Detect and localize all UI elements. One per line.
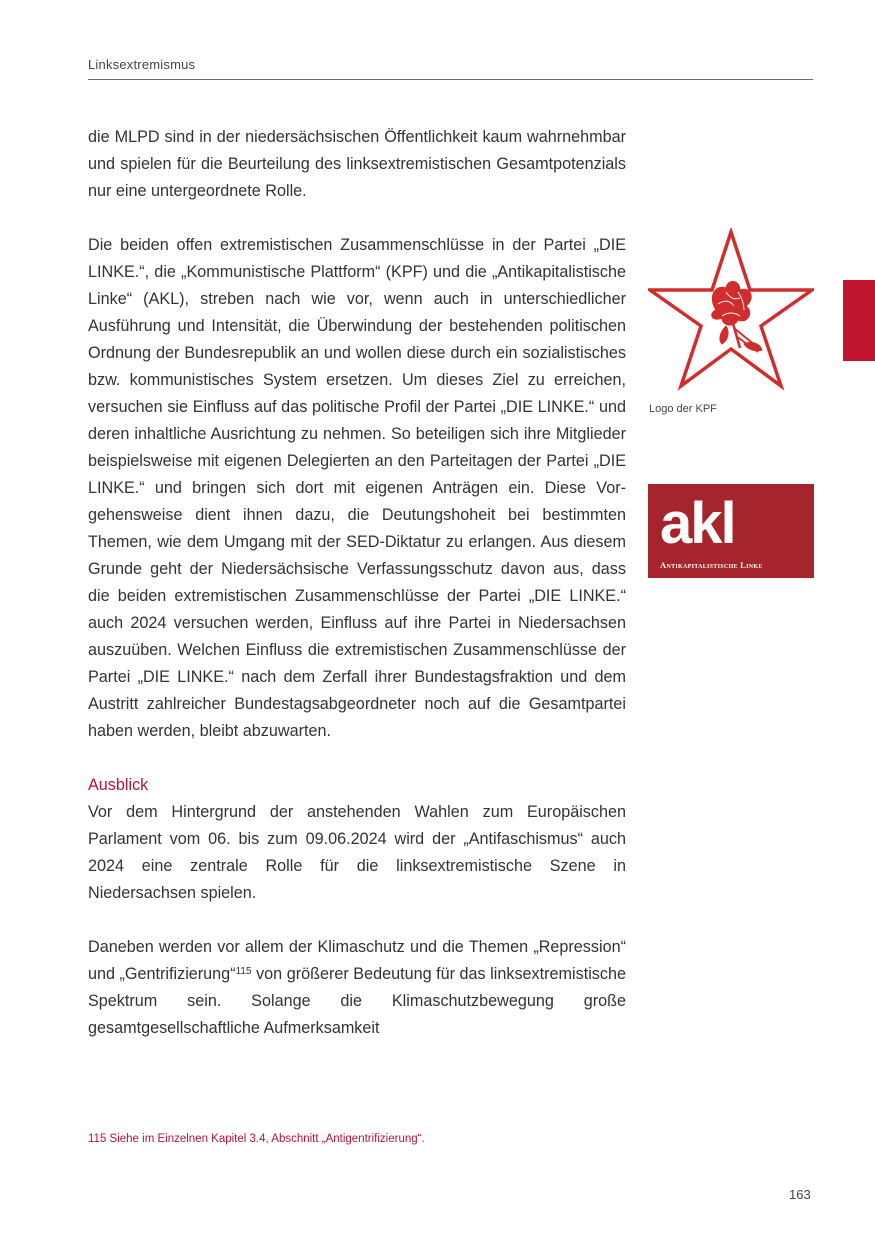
section-heading-ausblick: Ausblick: [88, 776, 149, 794]
akl-logo-subtitle: Antikapitalistische Linke: [660, 560, 763, 570]
page-number: 163: [789, 1187, 811, 1202]
akl-logo: [648, 484, 814, 578]
footnote: 115 Siehe im Einzelnen Kapitel 3.4, Abschnitt „Antigentrifizierung“.: [88, 1133, 425, 1145]
footnote-reference[interactable]: 115: [235, 966, 252, 977]
paragraph: die MLPD sind in der niedersächsischen Öffentlichkeit kaum wahrnehmbar und spielen für die Beurteilung des linksextremistischen Gesamtpotenzials nur eine untergeordnete Rolle.: [88, 128, 626, 200]
kpf-logo-caption: Logo der KPF: [649, 403, 717, 415]
akl-logo-wordmark: akl: [660, 491, 735, 556]
paragraph-text: Daneben werden vor allem der Klimaschutz und die Themen „Repression“ und „Gentrifizierung“: [88, 938, 626, 983]
paragraph: Die beiden offen extremistischen Zusammenschlüsse in der Partei „DIE LINKE.“, die „Kommunistische Plattform“ (KPF) und die „Antikapitalistische Linke“ (AKL), streben nach wie vor, wenn auch in unterschiedlicher Ausführung und Intensität, die Überwindung der bestehenden politischen Ordnung der Bundesrepublik an und wollen diese durch ein sozialistisches bzw. kommunistisches System ersetzen. Um dieses Ziel zu erreichen, versuchen sie Einfluss auf das politische Profil der Partei „DIE LINKE.“ und deren inhaltliche Ausrichtung zu nehmen. So beteiligen sich ihre Mitglieder beispielsweise mit eigenen Delegierten an den Parteitagen der Partei „DIE LINKE.“ und bringen sich dort mit eigenen Anträgen ein. Diese Vorgehensweise dient ihnen dazu, die Deutungshoheit bei bestimmten Themen, wie dem Umgang mit der SED-Diktatur zu erlangen. Aus diesem Grunde geht der Niedersächsische Verfassungsschutz davon aus, dass die beiden extremistischen Zusammenschlüsse der Partei „DIE LINKE.“ auch 2024 versuchen werden, Einfluss auf ihre Partei in Niedersachsen auszuüben. Welchen Einfluss die extremistischen Zusammenschlüsse der Partei „DIE LINKE.“ nach dem Zerfall ihrer Bundestagsfraktion und dem Austritt zahlreicher Bundestagsabgeordneter noch auf die Gesamtpartei haben werden, bleibt abzuwarten.: [88, 236, 626, 740]
paragraph: [88, 934, 626, 1042]
red-star-carnation-icon: [648, 228, 814, 392]
paragraph: Vor dem Hintergrund der anstehenden Wahlen zum Europäischen Parlament vom 06. bis zum 09.06.2024 wird der „Antifaschismus“ auch 2024 eine zentrale Rolle für die linksextremistische Szene in Niedersachsen spielen.: [88, 803, 626, 902]
header-rule: [88, 79, 813, 80]
chapter-tab-marker: [843, 280, 875, 361]
running-header: Linksextremismus: [88, 57, 196, 72]
paragraph-text: von größerer Bedeutung für das linksextremistische Spektrum sein. Solange die Klimaschutzbewegung große gesamtgesellschaftliche Aufmerksamkeit: [88, 965, 626, 1037]
kpf-logo: [648, 228, 814, 392]
main-text-column: [88, 124, 626, 1042]
